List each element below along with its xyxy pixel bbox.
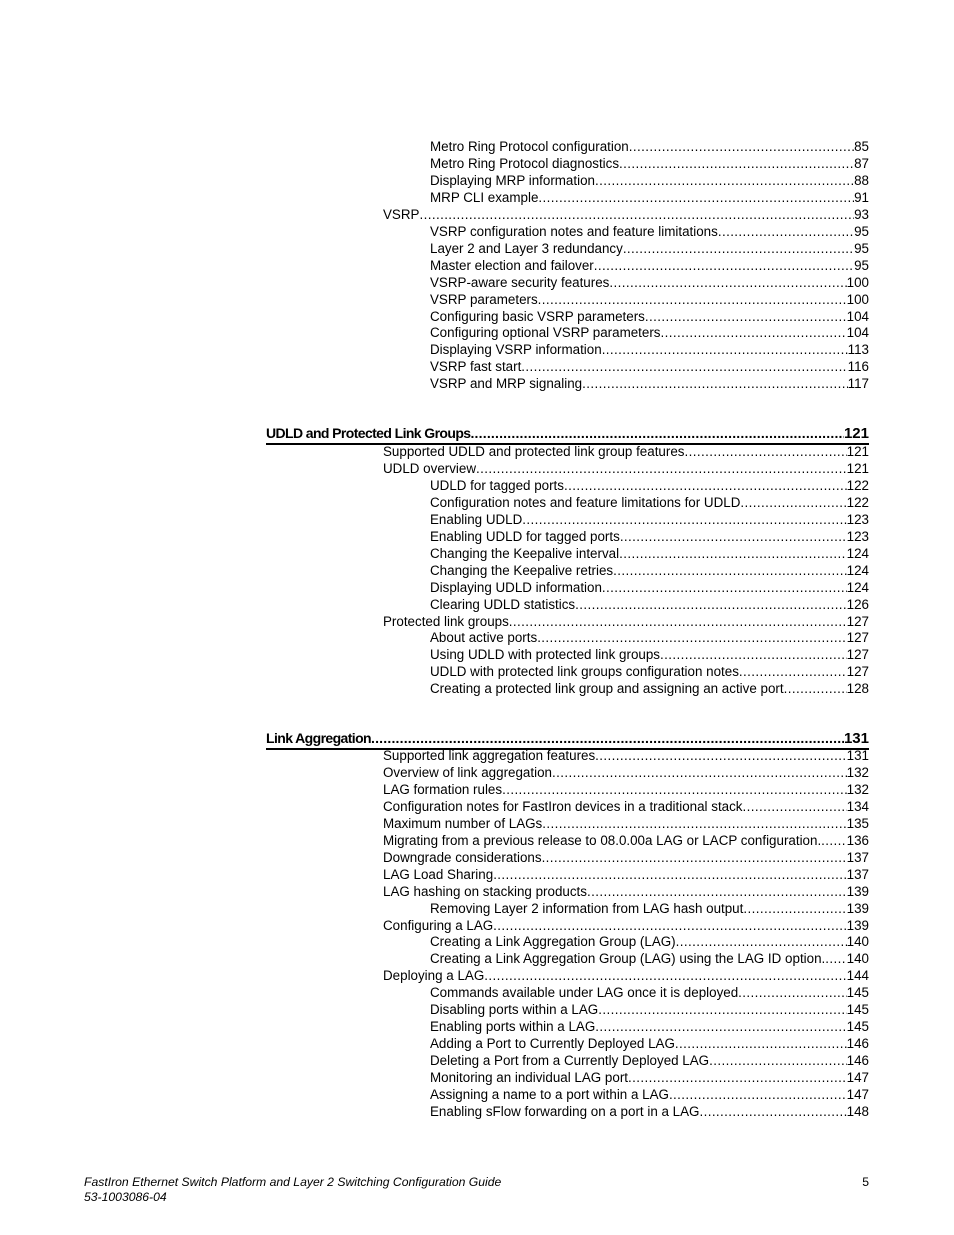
toc-chapter-page: 131 [843, 730, 869, 747]
toc-entry-page: 126 [846, 596, 869, 612]
toc-entry-label: Metro Ring Protocol configuration [430, 139, 629, 154]
toc-leader-dots [661, 324, 847, 341]
toc-entry-page: 147 [846, 1070, 869, 1086]
toc-entry-page: 134 [846, 798, 869, 814]
toc-entry-page: 137 [846, 849, 869, 865]
toc-entry-label: Enabling sFlow forwarding on a port in a LAG [430, 1103, 700, 1119]
toc-entry[interactable] [383, 747, 869, 764]
toc-entry-label: Enabling UDLD for tagged ports [430, 528, 620, 544]
toc-entry[interactable] [430, 324, 869, 341]
toc-entry[interactable] [430, 511, 869, 528]
toc-entry-label: Commands available under LAG once it is deployed [430, 985, 739, 1001]
toc-entry-page: 140 [846, 934, 869, 950]
toc-entry-page: 147 [846, 1087, 869, 1102]
toc-leader-dots [552, 764, 847, 781]
toc-entry-label: Adding a Port to Currently Deployed LAG [430, 1036, 675, 1052]
toc-entry-label: Creating a protected link group and assigning an active port [430, 681, 784, 697]
toc-entry-page: 148 [846, 1103, 869, 1119]
toc-leader-dots [602, 579, 847, 596]
toc-entry[interactable] [430, 172, 869, 189]
toc-entry-label: Using UDLD with protected link groups [430, 647, 660, 663]
toc-leader-dots [699, 1103, 846, 1120]
toc-entry-page: 116 [847, 359, 869, 375]
toc-entry[interactable] [430, 984, 869, 1001]
toc-entry-label: Enabling ports within a LAG [430, 1019, 596, 1035]
toc-leader-dots [582, 375, 848, 392]
toc-entry[interactable] [430, 1001, 869, 1018]
toc-chapter-udld[interactable] [266, 424, 869, 445]
toc-entry[interactable] [383, 206, 869, 223]
toc-leader-dots [676, 933, 847, 950]
toc-entry-label: UDLD with protected link groups configuration notes [430, 664, 739, 680]
toc-entry-label: Deleting a Port from a Currently Deployed LAG [430, 1053, 710, 1069]
toc-leader-dots [493, 917, 846, 934]
toc-entry[interactable] [430, 663, 869, 680]
toc-leader-dots [669, 1086, 847, 1103]
toc-entry[interactable] [430, 138, 869, 155]
toc-entry[interactable] [383, 866, 869, 883]
toc-entry-page: 95 [854, 257, 869, 273]
toc-entry-page: 144 [846, 968, 869, 984]
toc-leader-dots [739, 663, 847, 680]
toc-leader-dots [521, 358, 847, 375]
toc-entry-label: Changing the Keepalive interval [430, 545, 620, 561]
toc-entry-label: Displaying MRP information [430, 172, 595, 188]
toc-leader-dots [825, 950, 846, 967]
toc-leader-dots [684, 443, 846, 460]
toc-chapter-label: UDLD and Protected Link Groups [266, 425, 471, 441]
toc-leader-dots [542, 849, 847, 866]
toc-entry[interactable] [430, 341, 869, 358]
toc-entry[interactable] [430, 528, 869, 545]
toc-entry[interactable] [383, 832, 869, 849]
toc-entry-page: 100 [846, 274, 869, 290]
toc-entry[interactable] [430, 933, 869, 950]
toc-entry-label: Layer 2 and Layer 3 redundancy [430, 240, 623, 256]
toc-leader-dots [602, 341, 848, 358]
toc-entry-label: Monitoring an individual LAG port [430, 1070, 628, 1086]
toc-entry-page: 139 [846, 917, 869, 933]
toc-leader-dots [675, 1035, 847, 1052]
toc-entry[interactable] [383, 883, 869, 900]
toc-entry-page: 122 [846, 494, 869, 510]
toc-entry-page: 123 [846, 528, 869, 544]
toc-leader-dots [575, 596, 847, 613]
toc-entry-label: Displaying UDLD information [430, 579, 602, 595]
toc-entry[interactable] [383, 917, 869, 934]
toc-entry-page: 132 [846, 764, 869, 780]
toc-leader-dots [594, 257, 854, 274]
toc-entry[interactable] [383, 613, 869, 630]
toc-entry-label: Deploying a LAG [383, 968, 485, 984]
toc-entry[interactable] [383, 815, 869, 832]
toc-leader-dots [709, 1052, 847, 1069]
toc-entry-label: Overview of link aggregation [383, 764, 552, 780]
toc-entry[interactable] [383, 764, 869, 781]
toc-entry[interactable] [383, 460, 869, 477]
toc-leader-dots [629, 138, 854, 155]
toc-entry-page: 124 [846, 562, 869, 578]
toc-entry-label: Configuration notes and feature limitations for UDLD [430, 494, 741, 510]
toc-leader-dots [595, 1018, 846, 1035]
toc-entry[interactable] [430, 680, 869, 697]
toc-entry-page: 113 [847, 342, 869, 358]
toc-entry[interactable] [430, 950, 869, 967]
toc-entry-page: 100 [846, 291, 869, 307]
toc-entry-label: Migrating from a previous release to 08.0.00a LAG or LACP configuration. [383, 832, 822, 848]
toc-leader-dots [821, 832, 846, 849]
toc-entry[interactable] [430, 1035, 869, 1052]
toc-entry-label: Creating a Link Aggregation Group (LAG) using the LAG ID option. [430, 951, 826, 967]
toc-entry-label: LAG hashing on stacking products [383, 883, 587, 899]
toc-entry-page: 145 [846, 985, 869, 1001]
toc-chapter-page: 121 [843, 425, 869, 442]
toc-leader-dots [613, 562, 847, 579]
toc-entry[interactable] [430, 477, 869, 494]
toc-entry[interactable] [430, 494, 869, 511]
footer-page-number: 5 [862, 1175, 869, 1189]
toc-entry-page: 123 [846, 511, 869, 527]
toc-leader-dots [509, 613, 847, 630]
toc-entry[interactable] [430, 291, 869, 308]
toc-entry-page: 104 [846, 325, 869, 341]
toc-leader-dots [538, 189, 854, 206]
toc-entry-label: Configuring a LAG [383, 917, 494, 933]
footer-document-number: 53-1003086-04 [84, 1190, 167, 1204]
toc-leader-dots [595, 172, 854, 189]
toc-entry[interactable] [430, 1052, 869, 1069]
toc-entry-label: Clearing UDLD statistics [430, 596, 576, 612]
toc-entry[interactable] [430, 646, 869, 663]
toc-entry-label: Configuration notes for FastIron devices in a traditional stack [383, 798, 743, 814]
toc-leader-dots [537, 629, 846, 646]
toc-leader-dots [598, 1001, 846, 1018]
toc-entry-label: Supported link aggregation features [383, 748, 596, 763]
toc-leader-dots [784, 680, 847, 697]
toc-entry-label: UDLD overview [383, 460, 477, 476]
toc-entry-page: 127 [846, 664, 869, 680]
toc-entry[interactable] [430, 240, 869, 257]
toc-entry-label: Changing the Keepalive retries [430, 562, 614, 578]
toc-entry-label: VSRP parameters [430, 291, 538, 307]
toc-entry[interactable] [430, 257, 869, 274]
toc-entry-page: 139 [846, 883, 869, 899]
toc-entry-page: 132 [846, 781, 869, 797]
toc-entry-label: UDLD for tagged ports [430, 477, 564, 493]
toc-entry[interactable] [383, 967, 869, 984]
toc-entry[interactable] [430, 1086, 869, 1103]
toc-leader-dots [619, 545, 847, 562]
toc-entry-page: 139 [846, 900, 869, 916]
toc-entry-page: 128 [846, 681, 869, 697]
toc-chapter-label: Link Aggregation [266, 730, 371, 746]
toc-entry-label: VSRP configuration notes and feature limitations [430, 223, 718, 239]
toc-leader-dots [538, 291, 847, 308]
toc-entry-page: 117 [847, 376, 869, 392]
toc-entry-label: LAG Load Sharing [383, 866, 494, 882]
toc-entry-label: Creating a Link Aggregation Group (LAG) [430, 934, 676, 950]
toc-entry-page: 127 [846, 630, 869, 646]
toc-entry-page: 145 [846, 1002, 869, 1018]
toc-entry-label: LAG formation rules [383, 781, 503, 797]
toc-leader-dots [542, 815, 846, 832]
toc-entry-label: Displaying VSRP information [430, 342, 602, 358]
toc-entry-page: 121 [846, 460, 869, 476]
toc-leader-dots [587, 883, 847, 900]
toc-entry-label: Master election and failover [430, 257, 594, 273]
toc-entry[interactable] [383, 798, 869, 815]
toc-entry-label: VSRP fast start [430, 359, 522, 375]
toc-entry-label: Protected link groups [383, 613, 509, 629]
toc-leader-dots [419, 206, 854, 223]
toc-leader-dots [623, 240, 854, 257]
toc-entry-label: Configuring optional VSRP parameters [430, 325, 661, 341]
toc-entry[interactable] [383, 443, 869, 460]
toc-entry[interactable] [430, 1069, 869, 1086]
toc-entry[interactable] [383, 781, 869, 798]
toc-leader-dots [470, 424, 844, 443]
toc-entry-label: About active ports [430, 630, 538, 646]
toc-entry[interactable] [430, 1103, 869, 1120]
toc-entry[interactable] [383, 849, 869, 866]
toc-entry-page: 88 [854, 172, 869, 188]
toc-entry-page: 124 [846, 579, 869, 595]
toc-entry-page: 121 [846, 444, 869, 459]
toc-entry[interactable] [430, 375, 869, 392]
toc-entry-page: 145 [846, 1019, 869, 1035]
toc-entry-label: Downgrade considerations [383, 849, 542, 865]
toc-leader-dots [564, 477, 847, 494]
toc-entry-page: 135 [846, 815, 869, 831]
toc-leader-dots [628, 1069, 847, 1086]
toc-entry-page: 93 [854, 206, 869, 222]
toc-entry[interactable] [430, 545, 869, 562]
toc-leader-dots [484, 967, 846, 984]
toc-entry-page: 122 [846, 477, 869, 493]
toc-leader-dots [476, 460, 847, 477]
toc-leader-dots [718, 223, 854, 240]
toc-leader-dots [371, 729, 844, 748]
toc-entry[interactable] [430, 189, 869, 206]
toc-leader-dots [645, 308, 847, 325]
toc-entry-page: 91 [854, 189, 869, 205]
toc-entry-label: Enabling UDLD [430, 511, 523, 527]
toc-entry-page: 137 [846, 866, 869, 882]
toc-entry[interactable] [430, 358, 869, 375]
toc-entry[interactable] [430, 629, 869, 646]
toc-entry-page: 85 [854, 139, 869, 154]
toc-entry-label: Maximum number of LAGs [383, 815, 543, 831]
toc-entry[interactable] [430, 223, 869, 240]
toc-entry[interactable] [430, 579, 869, 596]
toc-leader-dots [740, 494, 846, 511]
toc-leader-dots [620, 528, 847, 545]
toc-entry-page: 146 [846, 1053, 869, 1069]
toc-entry-label: VSRP [383, 206, 420, 222]
footer-document-title: FastIron Ethernet Switch Platform and Layer 2 Switching Configuration Guide [84, 1175, 502, 1189]
toc-entry-page: 140 [846, 951, 869, 967]
toc-entry-label: MRP CLI example [430, 189, 539, 205]
toc-entry-label: Metro Ring Protocol diagnostics [430, 155, 620, 171]
toc-entry-page: 87 [854, 155, 869, 171]
toc-entry-label: Supported UDLD and protected link group features [383, 444, 685, 459]
toc-entry-page: 124 [846, 545, 869, 561]
toc-entry-label: VSRP and MRP signaling [430, 376, 583, 392]
toc-entry[interactable] [430, 1018, 869, 1035]
toc-entry-label: Assigning a name to a port within a LAG [430, 1087, 669, 1102]
toc-leader-dots [502, 781, 847, 798]
toc-entry-page: 146 [846, 1036, 869, 1052]
toc-leader-dots [738, 984, 846, 1001]
toc-leader-dots [743, 798, 847, 815]
toc-entry[interactable] [430, 155, 869, 172]
toc-leader-dots [743, 900, 846, 917]
toc-entry-label: VSRP-aware security features [430, 274, 610, 290]
toc-entry-page: 95 [854, 240, 869, 256]
toc-entry-page: 127 [846, 613, 869, 629]
toc-leader-dots [493, 866, 846, 883]
toc-entry-label: Removing Layer 2 information from LAG hash output [430, 900, 744, 916]
toc-leader-dots [609, 274, 846, 291]
toc-entry[interactable] [430, 562, 869, 579]
toc-entry[interactable] [430, 900, 869, 917]
toc-entry-page: 136 [846, 832, 869, 848]
toc-entry[interactable] [430, 596, 869, 613]
toc-entry-label: Disabling ports within a LAG [430, 1002, 599, 1018]
toc-entry[interactable] [430, 308, 869, 325]
toc-leader-dots [595, 747, 846, 764]
toc-entry-page: 127 [846, 647, 869, 663]
toc-entry-page: 95 [854, 223, 869, 239]
toc-entry-label: Configuring basic VSRP parameters [430, 308, 645, 324]
toc-entry[interactable] [430, 274, 869, 291]
toc-leader-dots [522, 511, 846, 528]
toc-entry-page: 104 [846, 308, 869, 324]
toc-leader-dots [619, 155, 854, 172]
toc-entry-page: 131 [846, 748, 869, 763]
toc-leader-dots [660, 646, 847, 663]
